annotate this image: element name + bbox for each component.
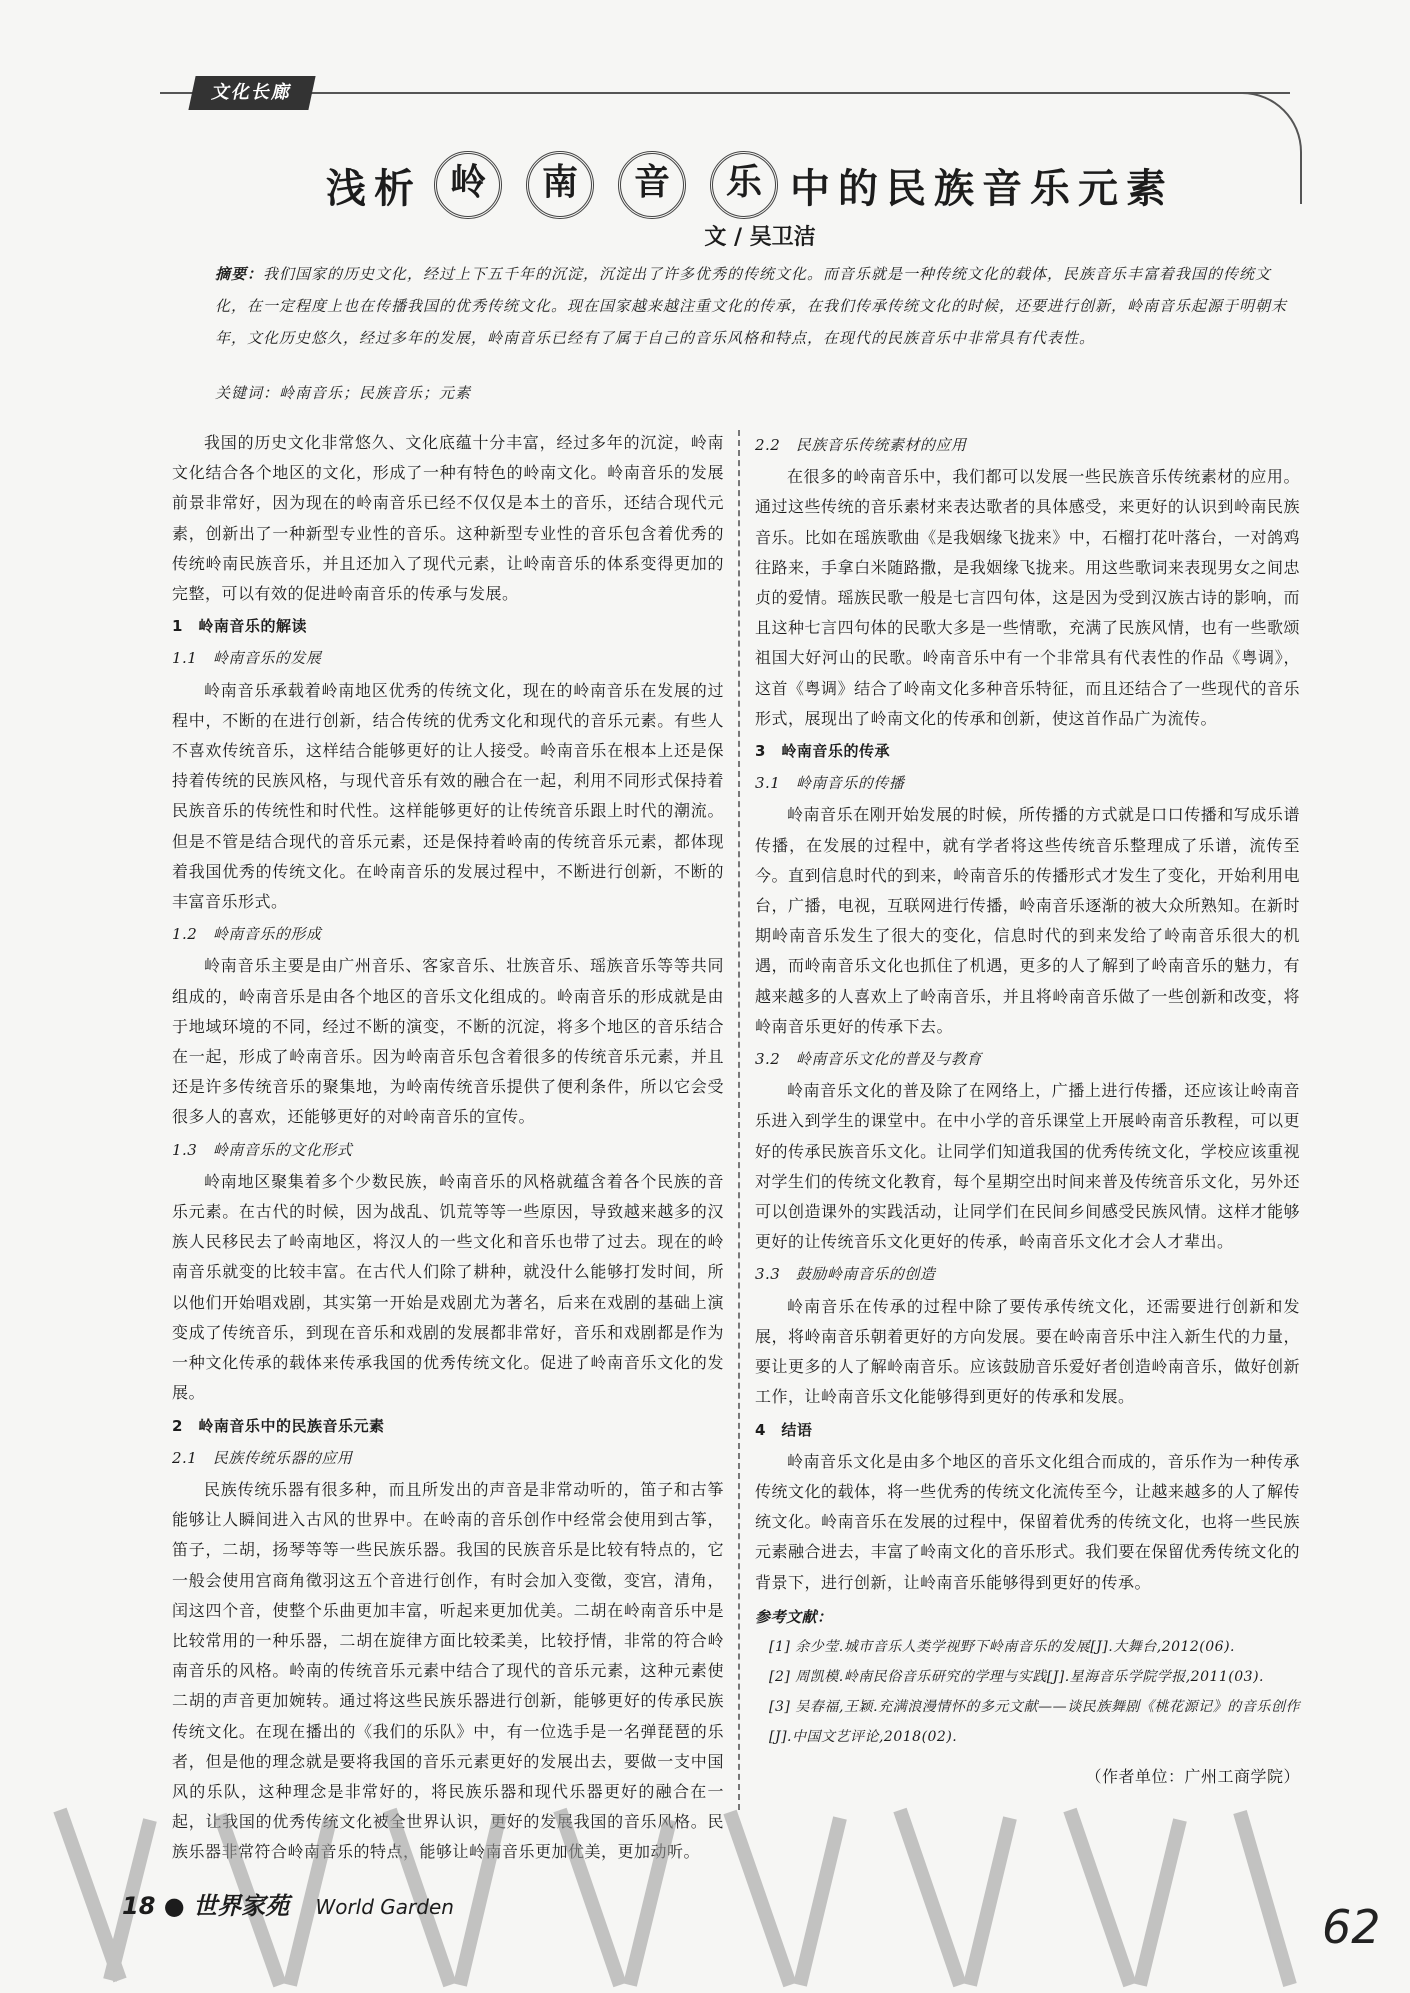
article-title	[270, 150, 1230, 220]
subsection-heading: 3.2 岭南音乐文化的普及与教育	[755, 1050, 982, 1069]
footer-magazine-cn: 世界家苑	[193, 1892, 290, 1920]
header-rule	[160, 92, 1290, 94]
column-tag: 文化长廊	[188, 76, 315, 110]
page-footer	[122, 1886, 454, 1921]
section-heading: 1 岭南音乐的解读	[172, 617, 307, 636]
body-paragraph: 岭南音乐文化的普及除了在网络上，广播上进行传播，还应该让岭南音乐进入到学生的课堂中。在中小学的音乐课堂上开展岭南音乐教程，可以更好的传承民族音乐文化。让同学们知道我国的优秀传统文化，学校应该重视对学生们的传统文化教育，每个星期空出时间来普及传统音乐文化，另外还可以创造课外的实践活动，让同学们在民间乡间感受民族风情。这样才能够更好的让传统音乐文化更好的传承，岭南音乐文化才会人才辈出。	[755, 1081, 1300, 1252]
left-column	[172, 428, 724, 1868]
title-flower-char: 岭	[434, 151, 502, 219]
section-heading: 3 岭南音乐的传承	[755, 742, 890, 761]
body-paragraph: 岭南音乐主要是由广州音乐、客家音乐、壮族音乐、瑶族音乐等等共同组成的，岭南音乐是由各个地区的音乐文化组成的。岭南音乐的形成就是由于地域环境的不同，经过不断的演变，不断的沉淀，将多个地区的音乐结合在一起，形成了岭南音乐。因为岭南音乐包含着很多的传统音乐元素，并且还是许多传统音乐的聚集地，为岭南传统音乐提供了便利条件，所以它会受很多人的喜欢，还能够更好的对岭南音乐的宣传。	[172, 956, 724, 1127]
subsection-heading: 3.3 鼓励岭南音乐的创造	[755, 1265, 936, 1284]
title-flower-char: 乐	[710, 151, 778, 219]
subsection-heading: 1.2 岭南音乐的形成	[172, 925, 322, 944]
handwritten-page-number: 62	[1322, 1900, 1381, 1954]
reference-item: [2] 周凯模.岭南民俗音乐研究的学理与实践[J].星海音乐学院学报,2011(03).	[769, 1668, 1264, 1685]
references-title: 参考文献：	[755, 1607, 833, 1626]
reference-item: [3] 吴春福,王颖.充满浪漫情怀的多元文献——谈民族舞剧《桃花源记》的音乐创作[J].中国文艺评论,2018(02).	[769, 1698, 1300, 1745]
title-suffix: 中的民族音乐元素	[790, 165, 1174, 212]
footer-bullet: ●	[163, 1892, 185, 1920]
right-column-body	[755, 430, 1300, 1598]
body-paragraph: 岭南音乐在刚开始发展的时候，所传播的方式就是口口传播和写成乐谱传播，在发展的过程中，就有学者将这些传统音乐整理成了乐谱，流传至今。直到信息时代的到来，岭南音乐的传播形式才发生了变化，开始利用电台，广播，电视，互联网进行传播，岭南音乐逐渐的被大众所熟知。在新时期岭南音乐发生了很大的变化，信息时代的到来发给了岭南音乐很大的机遇，而岭南音乐文化也抓住了机遇，更多的人了解到了岭南音乐的魅力，有越来越多的人喜欢上了岭南音乐，并且将岭南音乐做了一些创新和改变，将岭南音乐更好的传承下去。	[755, 805, 1300, 1036]
abstract-label: 摘要：	[215, 265, 264, 283]
subsection-heading: 3.1 岭南音乐的传播	[755, 774, 905, 793]
title-flower-char: 南	[526, 151, 594, 219]
references-list	[755, 1632, 1300, 1752]
title-flower-char: 音	[618, 151, 686, 219]
keywords-label: 关键词：	[215, 384, 280, 402]
author-affiliation: （作者单位：广州工商学院）	[1085, 1766, 1300, 1786]
abstract	[215, 258, 1295, 354]
abstract-text: 我们国家的历史文化，经过上下五千年的沉淀，沉淀出了许多优秀的传统文化。而音乐就是一种传统文化的载体，民族音乐丰富着我国的传统文化，在一定程度上也在传播我国的优秀传统文化。现在国家越来越注重文化的传承，在我们传承传统文化的时候，还要进行创新，岭南音乐起源于明朝末年，文化历史悠久，经过多年的发展，岭南音乐已经有了属于自己的音乐风格和特点，在现代的民族音乐中非常具有代表性。	[215, 265, 1288, 347]
header-curve	[1240, 92, 1302, 204]
body-paragraph: 民族传统乐器有很多种，而且所发出的声音是非常动听的，笛子和古筝能够让人瞬间进入古风的世界中。在岭南的音乐创作中经常会使用到古筝，笛子，二胡，扬琴等等一些民族乐器。我国的民族音乐是比较有特点的，它一般会使用宫商角徵羽这五个音进行创作，有时会加入变徵，变宫，清角，闰这四个音，使整个乐曲更加丰富，听起来更加优美。二胡在岭南音乐中是比较常用的一种乐器，二胡在旋律方面比较柔美，比较抒情，非常的符合岭南音乐的风格。岭南的传统音乐元素中结合了现代的音乐元素，这种元素使二胡的声音更加婉转。通过将这些民族乐器进行创新，能够更好的传承民族传统文化。在现在播出的《我们的乐队》中，有一位选手是一名弹琵琶的乐者，但是他的理念就是要将我国的音乐元素更好的发展出去，要做一支中国风的乐队，这种理念是非常好的，将民族乐器和现代乐器更好的融合在一起，让我国的优秀传统文化被全世界认识，更好的发展我国的音乐风格。民族乐器非常符合岭南音乐的特点，能够让岭南音乐更加优美，更加动听。	[172, 1479, 724, 1862]
footer-page-number: 18	[122, 1892, 156, 1920]
section-heading: 4 结语	[755, 1420, 813, 1439]
title-prefix: 浅析	[326, 165, 422, 212]
body-paragraph: 岭南音乐在传承的过程中除了要传承传统文化，还需要进行创新和发展，将岭南音乐朝着更好的方向发展。要在岭南音乐中注入新生代的力量，要让更多的人了解岭南音乐。应该鼓励音乐爱好者创造岭南音乐，做好创新工作，让岭南音乐文化能够得到更好的传承和发展。	[755, 1296, 1300, 1407]
author-byline: 文 / 吴卫洁	[704, 224, 816, 250]
section-heading: 2 岭南音乐中的民族音乐元素	[172, 1416, 385, 1435]
body-paragraph: 岭南音乐文化是由多个地区的音乐文化组合而成的，音乐作为一种传承传统文化的载体，将一些优秀的传统文化流传至今，让越来越多的人了解传统文化。岭南音乐在发展的过程中，保留着优秀的传统文化，也将一些民族元素融合进去，丰富了岭南文化的音乐形式。我们要在保留优秀传统文化的背景下，进行创新，让岭南音乐能够得到更好的传承。	[755, 1451, 1300, 1592]
body-paragraph: 岭南音乐承载着岭南地区优秀的传统文化，现在的岭南音乐在发展的过程中，不断的在进行创新，结合传统的优秀文化和现代的音乐元素。有些人不喜欢传统音乐，这样结合能够更好的让人接受。岭南音乐在根本上还是保持着传统的民族风格，与现代音乐有效的融合在一起，利用不同形式保持着民族音乐的传统性和时代性。这样能够更好的让传统音乐跟上时代的潮流。但是不管是结合现代的音乐元素，还是保持着岭南的传统音乐元素，都体现着我国优秀的传统文化。在岭南音乐的发展过程中，不断进行创新，不断的丰富音乐形式。	[172, 680, 724, 912]
body-paragraph: 我国的历史文化非常悠久、文化底蕴十分丰富，经过多年的沉淀，岭南文化结合各个地区的文化，形成了一种有特色的岭南文化。岭南音乐的发展前景非常好，因为现在的岭南音乐已经不仅仅是本土的音乐，还结合现代元素，创新出了一种新型专业性的音乐。这种新型专业性的音乐包含着优秀的传统岭南民族音乐，并且还加入了现代元素，让岭南音乐的体系变得更加的完整，可以有效的促进岭南音乐的传承与发展。	[172, 433, 724, 604]
keywords	[215, 382, 1215, 403]
subsection-heading: 2.1 民族传统乐器的应用	[172, 1448, 353, 1467]
keywords-text: 岭南音乐；民族音乐；元素	[279, 384, 472, 402]
body-paragraph: 岭南地区聚集着多个少数民族，岭南音乐的风格就蕴含着各个民族的音乐元素。在古代的时候，因为战乱、饥荒等等一些原因，导致越来越多的汉族人民移民去了岭南地区，将汉人的一些文化和音乐也带了过去。现在的岭南音乐就变的比较丰富。在古代人们除了耕种，就没什么能够打发时间，所以他们开始唱戏剧，其实第一开始是戏剧尤为著名，后来在戏剧的基础上演变成了传统音乐，到现在音乐和戏剧的发展都非常好，音乐和戏剧都是作为一种文化传承的载体来传承我国的优秀传统文化。促进了岭南音乐文化的发展。	[172, 1171, 724, 1403]
subsection-heading: 1.3 岭南音乐的文化形式	[172, 1140, 353, 1159]
body-paragraph: 在很多的岭南音乐中，我们都可以发展一些民族音乐传统素材的应用。通过这些传统的音乐素材来表达歌者的具体感受，来更好的认识到岭南民族音乐。比如在瑶族歌曲《是我姻缘飞拢来》中，石榴打花叶落台，一对鸽鸡往路来，手拿白米随路撒，是我姻缘飞拢来。用这些歌词来表现男女之间忠贞的爱情。瑶族民歌一般是七言四句体，这是因为受到汉族古诗的影响，而且这种七言四句体的民歌大多是一些情歌，充满了民族风情，也有一些歌颂祖国大好河山的民歌。岭南音乐中有一个非常具有代表性的作品《粤调》，这首《粤调》结合了岭南文化多种音乐特征，而且还结合了一些现代的音乐形式，展现出了岭南文化的传承和创新，使这首作品广为流传。	[755, 467, 1300, 728]
right-column	[755, 428, 1300, 1792]
reference-item: [1] 余少莹.城市音乐人类学视野下岭南音乐的发展[J].大舞台,2012(06).	[769, 1638, 1235, 1655]
subsection-heading: 1.1 岭南音乐的发展	[172, 649, 322, 668]
subsection-heading: 2.2 民族音乐传统素材的应用	[755, 436, 967, 454]
column-divider	[738, 430, 740, 1810]
footer-magazine-en: World Garden	[315, 1895, 454, 1919]
